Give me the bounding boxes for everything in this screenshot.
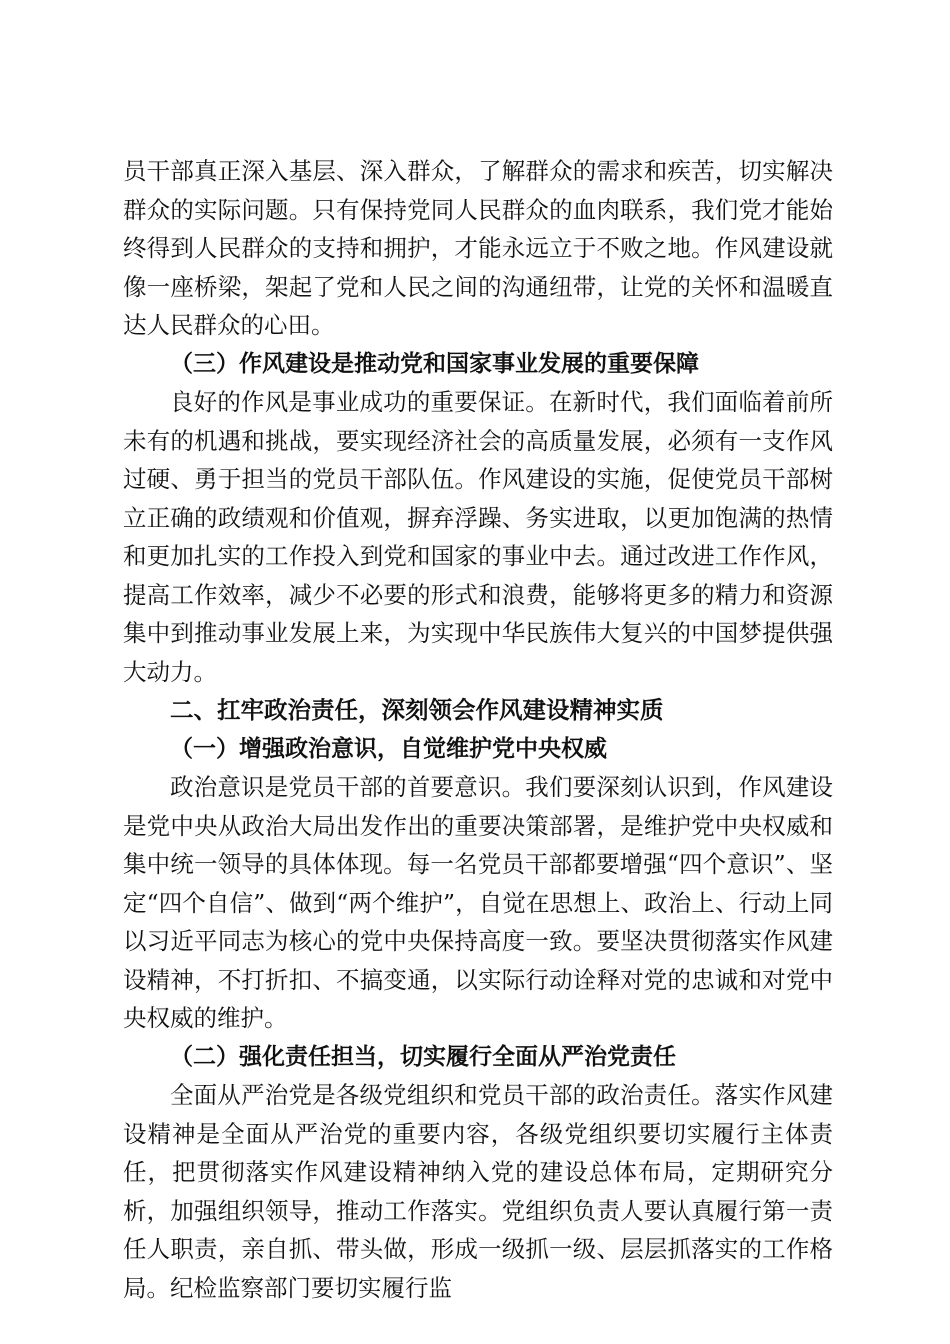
paragraph-responsibility: 全面从严治党是各级党组织和党员干部的政治责任。落实作风建设精神是全面从严治党的重要内容，各级党组织要切实履行主体责任，把贯彻落实作风建设精神纳入党的建设总体布局，定期研究分析，加强组织领导，推动工作落实。党组织负责人要认真履行第一责任人职责，亲自抓、带头做，形成一级抓一级、层层抓落实的工作格局。纪检监察部门要切实履行监: [123, 1081, 833, 1302]
section-heading-2: （二）强化责任担当，切实履行全面从严治党责任: [170, 1042, 676, 1070]
paragraph-work-style-guarantee: 良好的作风是事业成功的重要保证。在新时代，我们面临着前所未有的机遇和挑战，要实现经济社会的高质量发展，必须有一支作风过硬、勇于担当的党员干部队伍。作风建设的实施，促使党员干部树立正确的政绩观和价值观，摒弃浮躁、务实进取，以更加饱满的热情和更加扎实的工作投入到党和国家的事业中去。通过改进工作作风，提高工作效率，减少不必要的形式和浪费，能够将更多的精力和资源集中到推动事业发展上来，为实现中华民族伟大复兴的中国梦提供强大动力。: [123, 388, 833, 686]
document-body: [123, 152, 833, 1307]
paragraph-political-awareness: 政治意识是党员干部的首要意识。我们要深刻认识到，作风建设是党中央从政治大局出发作出的重要决策部署，是维护党中央权威和集中统一领导的具体体现。每一名党员干部都要增强“四个意识”、坚定“四个自信”、做到“两个维护”，自觉在思想上、政治上、行动上同以习近平同志为核心的党中央保持高度一致。要坚决贯彻落实作风建设精神，不打折扣、不搞变通，以实际行动诠释对党的忠诚和对党中央权威的维护。: [123, 773, 833, 1032]
chapter-heading-2: 二、扛牢政治责任，深刻领会作风建设精神实质: [170, 696, 664, 724]
paragraph-continuation: 员干部真正深入基层、深入群众，了解群众的需求和疾苦，切实解决群众的实际问题。只有保持党同人民群众的血肉联系，我们党才能始终得到人民群众的支持和拥护，才能永远立于不败之地。作风建设就像一座桥梁，架起了党和人民之间的沟通纽带，让党的关怀和温暖直达人民群众的心田。: [123, 157, 833, 339]
section-heading-3: （三）作风建设是推动党和国家事业发展的重要保障: [170, 349, 699, 377]
section-heading-1: （一）增强政治意识，自觉维护党中央权威: [170, 734, 607, 762]
